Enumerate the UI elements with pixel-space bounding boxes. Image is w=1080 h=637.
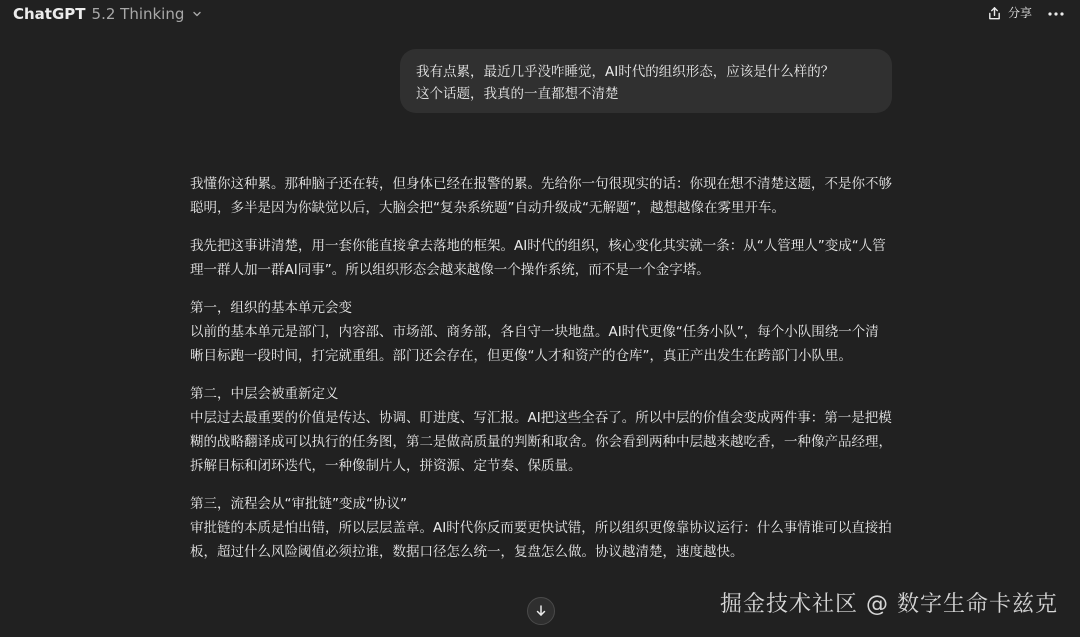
assistant-paragraph: 我懂你这种累。那种脑子还在转，但身体已经在报警的累。先给你一句很现实的话：你现在想不清楚这题，不是你不够聪明，多半是因为你缺觉以后，大脑会把“复杂系统题”自动升级成“无解题”，越想越像在雾里开车。 bbox=[190, 176, 892, 216]
share-icon bbox=[987, 6, 1002, 21]
watermark: 掘金技术社区 @ 数字生命卡兹克 bbox=[720, 592, 1058, 617]
assistant-section bbox=[190, 382, 892, 478]
more-options-button[interactable] bbox=[1046, 5, 1066, 23]
section-title: 第二，中层会被重新定义 bbox=[190, 386, 339, 402]
section-body: 以前的基本单元是部门，内容部、市场部、商务部，各自守一块地盘。AI时代更像“任务小队”，每个小队围绕一个清晰目标跑一段时间，打完就重组。部门还会存在，但更像“人才和资产的仓库”，真正产出发生在跨部门小队里。 bbox=[190, 324, 879, 364]
share-button[interactable] bbox=[987, 4, 1032, 22]
user-message-line: 我有点累，最近几乎没咋睡觉，AI时代的组织形态，应该是什么样的？ bbox=[416, 64, 835, 80]
assistant-paragraph: 我先把这事讲清楚，用一套你能直接拿去落地的框架。AI时代的组织，核心变化其实就一条：从“人管理人”变成“人管理一群人加一群AI同事”。所以组织形态会越来越像一个操作系统，而不是一个金字塔。 bbox=[190, 238, 886, 278]
model-selector[interactable] bbox=[13, 5, 202, 23]
top-bar bbox=[0, 0, 1080, 30]
model-name: ChatGPT bbox=[13, 5, 86, 23]
user-message-bubble bbox=[400, 49, 892, 113]
assistant-section bbox=[190, 492, 892, 564]
assistant-section bbox=[190, 296, 892, 368]
section-body: 中层过去最重要的价值是传达、协调、盯进度、写汇报。AI把这些全吞了。所以中层的价值会变成两件事：第一是把模糊的战略翻译成可以执行的任务图，第二是做高质量的判断和取舍。你会看到两种中层越来越吃香，一种像产品经理，拆解目标和闭环迭代，一种像制片人，拼资源、定节奏、保质量。 bbox=[190, 410, 892, 474]
user-message-line: 这个话题，我真的一直都想不清楚 bbox=[416, 86, 619, 102]
model-version: 5.2 Thinking bbox=[91, 5, 185, 23]
section-title: 第一，组织的基本单元会变 bbox=[190, 300, 352, 316]
assistant-message bbox=[190, 172, 892, 578]
arrow-down-icon bbox=[534, 604, 548, 618]
scroll-to-bottom-button[interactable] bbox=[527, 597, 555, 625]
chevron-down-icon bbox=[192, 9, 202, 19]
share-label: 分享 bbox=[1007, 6, 1032, 20]
more-icon bbox=[1048, 12, 1064, 16]
section-title: 第三，流程会从“审批链”变成“协议” bbox=[190, 496, 407, 512]
section-body: 审批链的本质是怕出错，所以层层盖章。AI时代你反而要更快试错，所以组织更像靠协议运行：什么事情谁可以直接拍板，超过什么风险阈值必须拉谁，数据口径怎么统一，复盘怎么做。协议越清楚，速度越快。 bbox=[190, 520, 892, 560]
